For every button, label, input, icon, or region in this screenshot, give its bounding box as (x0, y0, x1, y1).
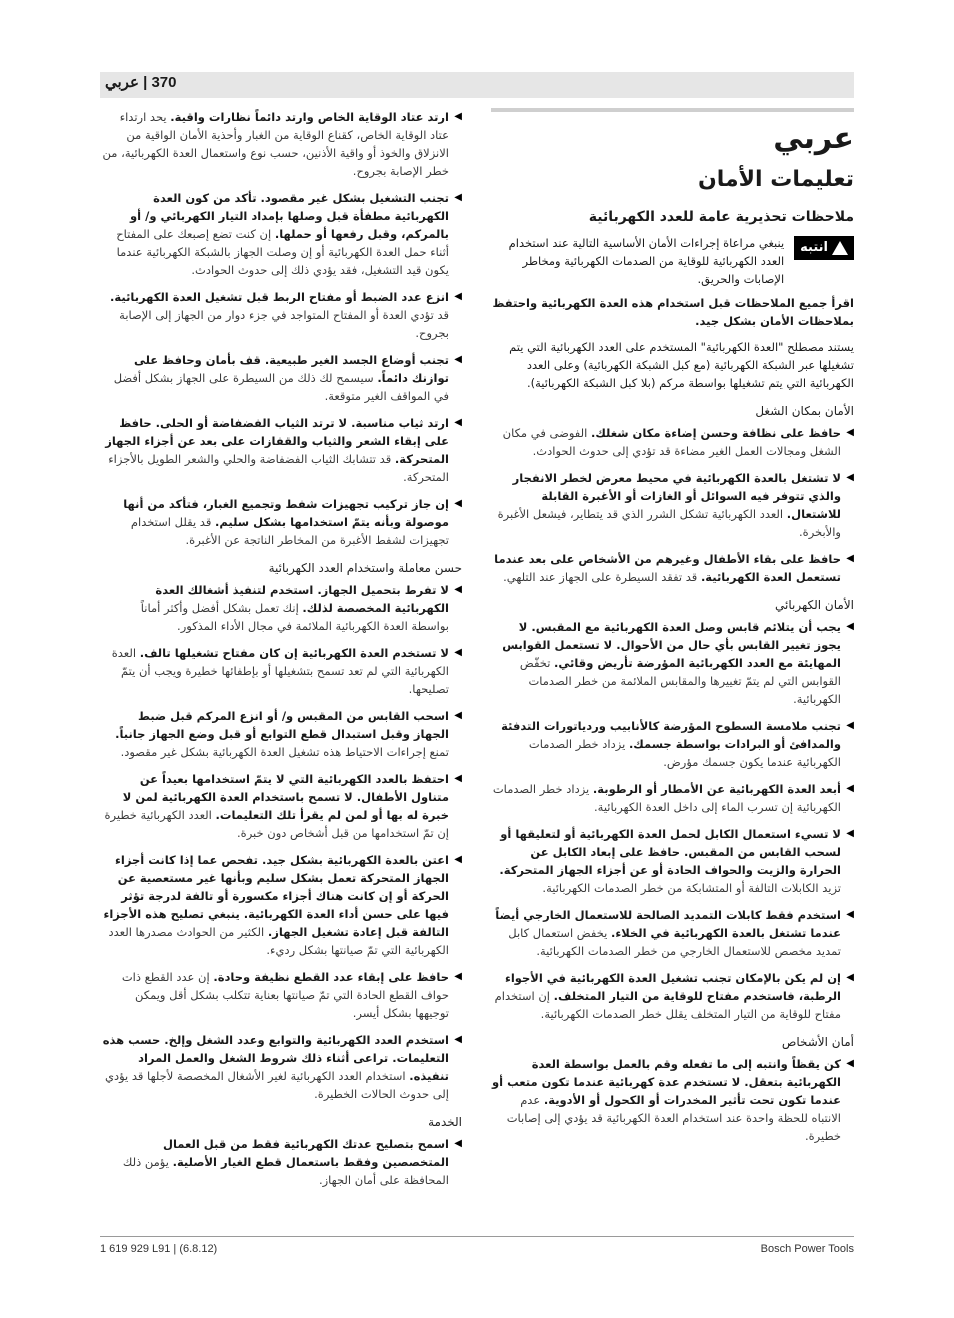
bullet-arrow-icon: ◀ (846, 553, 854, 564)
bullet-text: قد تفقد السيطرة على الجهاز عند التلهي. (503, 570, 701, 584)
bullet-bold-text: تجنب ملامسة السطوح المؤرضة كالأنابيب وردياتورات التدفئة والمدافئ أو البرادات بواسطة جسمك. (501, 719, 841, 751)
bullet-arrow-icon: ◀ (454, 354, 462, 365)
bullet-arrow-icon: ◀ (454, 773, 462, 784)
bullet-item (491, 618, 854, 708)
bullet-bold-text: حافظ على إبقاء عدد القطع نظيفة وحادة. (213, 970, 449, 984)
bullet-arrow-icon: ◀ (846, 621, 854, 632)
bullet-item (100, 644, 462, 698)
bullet-bold-text: تجنب التشغيل بشكل غير مقصود. تأكد من كون العدة الكهربائية مطفأة قبل وصلها بإمداد التيار الكهربائي و/ أو بالمركم، وقبل رفعها أو حملها. (130, 191, 449, 241)
bullet-item (100, 851, 462, 959)
bullet-arrow-icon: ◀ (454, 1034, 462, 1045)
bullet-item (100, 770, 462, 842)
bullet-bold-text: لا تشتغل بالعدة الكهربائية في محيط معرض لخطر الانفجار والذي تتوفر فيه السوائل أو الغازات أو الأغبرة القابلة للاشتعال. (512, 471, 841, 521)
bullet-bold-text: لا تسيء استعمال الكابل لحمل العدة الكهربائية أو لتعليقها أو لسحب القابس من المقبس. حافظ على إبعاد الكابل عن الحرارة والزيت والحواف الحادة أو عن أجزاء الجهاز المتحركة. (499, 827, 841, 877)
bullet-arrow-icon: ◀ (454, 854, 462, 865)
page-number: 370 | عربي (105, 74, 177, 91)
bullet-bold-text: احتفظ بالعدد الكهربائية التي لا يتمّ استخدامها بعيداً عن متناول الأطفال. لا تسمح باستخدام العدة الكهربائية لمن لا خبرة له بها أو لمن لم يقرأ تلك التعليمات. (122, 772, 449, 822)
bullet-text: قد يقلل استخدام تجهيزات لشفط الأغبرة من المخاطر الناتجة عن الأغبرة. (130, 515, 449, 547)
bullet-arrow-icon: ◀ (454, 1138, 462, 1149)
bullet-arrow-icon: ◀ (454, 647, 462, 658)
language-title: عربي (773, 121, 854, 156)
bullet-item (491, 1055, 854, 1145)
bullet-text: العدة الكهربائية التي لم تعد تسمح بتشغيلها أو بإطفائها خطيرة ويجب أن يتمّ تصليحها. (111, 646, 449, 696)
warning-block (491, 234, 854, 288)
bullet-text: يؤمن ذلك المحافظة على أمان الجهاز. (122, 1155, 449, 1187)
bullet-text: استخدام العدد الكهربائية لغير الأشغال المخصصة لأجلها قد يؤدي إلى حدوث الحالات الخطيرة. (104, 1069, 449, 1101)
bullet-arrow-icon: ◀ (846, 972, 854, 983)
section-heading: حسن معاملة واستخدام العدد الكهربائية (268, 561, 462, 575)
left-sections (100, 108, 462, 1189)
bullet-text: تزيد الكابلات التالفة أو المتشابكة من خطر الصدمات الكهربائية. (542, 881, 841, 895)
bullet-arrow-icon: ◀ (454, 192, 462, 203)
bullet-text: قد تتشابك الثياب الفضفاضة والحلي والشعر الطويل بالأجزاء المتحركة. (108, 452, 449, 484)
bullet-bold-text: اعتن بالعدة الكهربائية بشكل جيد. تفحص عما إذا كانت أجزاء الجهاز المتحركة تعمل بشكل سليم وبأنها غير مستعصية عن الحركة أو إن كانت هناك أجزاء مكسورة أو تالفة لدرجة تؤثر فيها على حسن أداء العدة الكهربائية. ينبغي تصليح هذه الأجزاء التالفة قبل إعادة تشغيل الجهاز. (103, 853, 449, 939)
bullet-text: الكثير من الحوادث مصدرها العدد الكهربائية التي تمّ صيانتها بشكل رديء. (108, 925, 449, 957)
bullet-text: يخفض استعمال كابل تمديد مخصص للاستعمال الخارجي من خطر الصدمات الكهربائية. (508, 926, 841, 958)
bullet-item (100, 581, 462, 635)
bullet-text: سيسمح لك ذلك من السيطرة على الجهاز بشكل أفضل في المواقف الغير متوقعة. (113, 371, 449, 403)
bullet-item (100, 108, 462, 180)
footer-rule (100, 1236, 854, 1237)
bullet-item (491, 469, 854, 541)
bullet-item (100, 351, 462, 405)
right-column (491, 116, 854, 1154)
bullet-bold-text: حافظ على بقاء الأطفال وغيرهم من الأشخاص على بعد عندما تستعمل العدة الكهربائية. (494, 552, 841, 584)
bullet-bold-text: ارتد عتاد الوقاية الخاص وارتد دائماً نظارات واقية. (170, 110, 449, 124)
intro-text: يستند مصطلح "العدة الكهربائية" المستخدم على العدد الكهربائية التي يتم تشغيلها عبر الشبكة الكهربائية (مع كبل الشبكة الكهربائية) وعلى العدد الكهربائية التي يتم تشغيلها بواسطة مركم (بلا كبل الشبكة الكهربائية). (509, 340, 854, 390)
bullet-item (491, 780, 854, 816)
intro-bold: اقرأ جميع الملاحظات قبل استخدام هذه العدة الكهربائية واحتفظ بملاحظات الأمان بشكل جيد. (492, 296, 854, 328)
warning-badge (794, 236, 854, 260)
bullet-bold-text: إن جاز تركيب تجهيزات شفط وتجميع الغبار، فتأكد من أنها موصولة وبأنه يتمّ استخدامها بشكل سليم. (123, 497, 449, 529)
bullet-item (491, 969, 854, 1023)
section-subtitle: ملاحظات تحذيرية عامة للعدد الكهربائية (588, 209, 854, 225)
bullet-bold-text: يجب أن يتلائم قابس وصل العدة الكهربائية مع المقبس. لا يجوز تغيير القابس بأي حال من الأحوال. لا تستعمل القوابس المهايئة مع العدد الكهربائية المؤرضة تأريض وقائي. (502, 620, 841, 670)
bullet-bold-text: إن لم يكن بالإمكان تجنب تشغيل العدة الكهربائية في الأجواء الرطبة، فاستخدم مفتاح للوقاية من التيار المتخلف. (504, 971, 841, 1003)
bullet-item (100, 189, 462, 279)
bullet-arrow-icon: ◀ (846, 427, 854, 438)
bullet-text: تخفّض القوابس التي لم يتمّ تغييرها والمقابس الملائمة من خطر الصدمات الكهربائية. (519, 656, 841, 706)
bullet-item (491, 717, 854, 771)
bullet-item (100, 288, 462, 342)
bullet-arrow-icon: ◀ (454, 111, 462, 122)
bullet-text: الفوضى في مكان الشغل ومجالات العمل الغير مضاءة قد تؤدي إلى حدوث الحوادث. (502, 426, 841, 458)
bullet-text: يزداد خطر الصدمات الكهربائية عندما يكون جسمك مؤرض. (528, 737, 841, 769)
bullet-item (100, 968, 462, 1022)
section-heading: أمان الأشخاص (781, 1035, 854, 1049)
bullet-item (491, 825, 854, 897)
bullet-item (100, 1135, 462, 1189)
page-title: تعليمات الأمان (698, 167, 854, 192)
bullet-arrow-icon: ◀ (454, 498, 462, 509)
right-sections (491, 402, 854, 1145)
section-heading: الأمان بمكان الشغل (755, 404, 854, 418)
bullet-item (100, 707, 462, 761)
bullet-text: إن استخدام مفتاح للوقاية من التيار المتخلف يقلل خطر الصدمات الكهربائية. (494, 989, 841, 1021)
bullet-arrow-icon: ◀ (454, 971, 462, 982)
bullet-bold-text: كن يقظاً وانتبه إلى ما تفعله وقم بالعمل بواسطة العدة الكهربائية بتعقل. لا تستخدم عدة كهربائية عندما تكون متعب أو عندما تكون تحت تأثير المخدرات أو الكحول أو الأدوية. (492, 1057, 841, 1107)
bullet-bold-text: انزع عدد الضبط أو مفتاح الربط قبل تشغيل العدة الكهربائية. (110, 290, 449, 304)
bullet-arrow-icon: ◀ (846, 720, 854, 731)
bullet-text: العدد الكهربائية تشكل الشرر الذي قد يتطاير، فيشعل الأغبرة والأبخرة. (497, 507, 841, 539)
bullet-text: قد تؤدي العدة أو المفتاح المتواجد في جزء دوار من الجهاز إلى الإصابة بجروح. (119, 308, 449, 340)
bullet-text: يزداد خطر الصدمات الكهربائية إن تسرب الماء إلى داخل العدة الكهربائية. (492, 782, 841, 814)
bullet-arrow-icon: ◀ (846, 1058, 854, 1069)
section-heading: الأمان الكهربائي (775, 598, 854, 612)
bullet-text: إنك تعمل بشكل أفضل وأكثر أماناً بواسطة العدة الكهربائية الملائمة في مجال الأداء المذكور. (140, 601, 449, 633)
bullet-bold-text: اسحب القابس من المقبس و/ أو انزع المركم قبل ضبط الجهاز وقبل استبدال قطع التوابع أو قبل وضع الجهاز جانباً. (115, 709, 449, 741)
bullet-arrow-icon: ◀ (846, 828, 854, 839)
bullet-bold-text: اسمح بتصليح عدتك الكهربائية فقط من قبل العمال المتخصصين وفقط باستعمال قطع الغيار الأصلية. (163, 1137, 449, 1169)
bullet-item (100, 414, 462, 486)
bullet-text: عدم الانتباه للحظة واحدة عند استخدام العدة الكهربائية قد يؤدي إلى إصابات خطيرة. (506, 1093, 841, 1143)
footer-brand: Bosch Power Tools (760, 1243, 854, 1255)
header-bar (100, 72, 854, 98)
bullet-text: تمنع إجراءات الاحتياط هذه تشغيل العدة الكهربائية بشكل غير مقصود. (120, 745, 449, 759)
bullet-item (491, 550, 854, 586)
bullet-bold-text: لا تفرط بتحميل الجهاز. استخدم لتنفيذ أشغالك العدة الكهربائية المخصصة لذلك. (155, 583, 449, 615)
bullet-arrow-icon: ◀ (846, 783, 854, 794)
bullet-bold-text: ارتد ثياب مناسبة. لا ترتد الثياب الفضفاضة أو الحلى. حافظ على إبقاء الشعر والثياب والقفازات على بعد عن أجزاء الجهاز المتحركة. (105, 416, 449, 466)
bullet-arrow-icon: ◀ (846, 909, 854, 920)
section-heading: الخدمة (428, 1115, 462, 1129)
bullet-arrow-icon: ◀ (454, 584, 462, 595)
bullet-item (491, 906, 854, 960)
footer-doc-number: 1 619 929 L91 | (6.8.12) (100, 1243, 218, 1255)
bullet-text: إن عدد القطع ذات حواف القطع الحادة التي تمّ صيانتها بعناية تتكلب بشكل أقل ويمكن توجيهها بشكل أيسر. (121, 970, 449, 1020)
bullet-arrow-icon: ◀ (846, 472, 854, 483)
left-column (100, 108, 462, 1198)
warning-triangle-icon (832, 241, 848, 255)
title-rule (491, 108, 854, 112)
bullet-bold-text: لا تستخدم العدة الكهربائية إن كان مفتاح تشغيلها تالف. (139, 646, 449, 660)
bullet-item (491, 424, 854, 460)
bullet-text: يحد ارتداء عتاد الوقاية الخاص، كقناع الوقاية من الغبار وأحذية الأمان الواقية من الانزلاق والخوذ أو واقية الأذنين، حسب نوع واستعمال العدة الكهربائية، من خطر الإصابة بجروح. (102, 110, 449, 178)
bullet-item (100, 1031, 462, 1103)
warning-badge-label: انتبه (800, 240, 828, 255)
bullet-text: العدد الكهربائية خطيرة إن تمّ استخدامها من قبل أشخاص دون خبرة. (104, 808, 449, 840)
warning-text: ينبغي مراعاة إجراءات الأمان الأساسية التالية عند استخدام العدد الكهربائية للوقاية من الصدمات الكهربائية ومخاطر الإصابات والحريق. (508, 236, 785, 286)
bullet-bold-text: حافظ على نظافة وحسن إضاءة مكان شغلك. (590, 426, 841, 440)
bullet-bold-text: أبعد العدة الكهربائية عن الأمطار أو الرطوبة. (592, 782, 841, 796)
bullet-bold-text: استخدم العدد الكهربائية والتوابع وعدد الشغل وإلخ. حسب هذه التعليمات. تراعى أثناء ذلك شروط الشغل والعمل المراد تنفيذه. (102, 1033, 449, 1083)
bullet-arrow-icon: ◀ (454, 710, 462, 721)
bullet-item (100, 495, 462, 549)
bullet-bold-text: تجنب أوضاع الجسد الغير طبيعية. قف بأمان وحافظ على توازنك دائماً. (133, 353, 449, 385)
bullet-arrow-icon: ◀ (454, 417, 462, 428)
bullet-arrow-icon: ◀ (454, 291, 462, 302)
bullet-bold-text: استخدم فقط كابلات التمديد الصالحة للاستعمال الخارجي أيضاً عندما تشتغل بالعدة الكهربائية في الخلاء. (495, 908, 841, 940)
bullet-text: إن كنت تضع إصبعك على المفتاح أثناء حمل العدة الكهربائية أو إن وصلت الجهاز بالشبكة الكهربائية عندما يكون قيد التشغيل، فقد يؤدي ذلك إلى حدوث الحوادث. (116, 227, 449, 277)
